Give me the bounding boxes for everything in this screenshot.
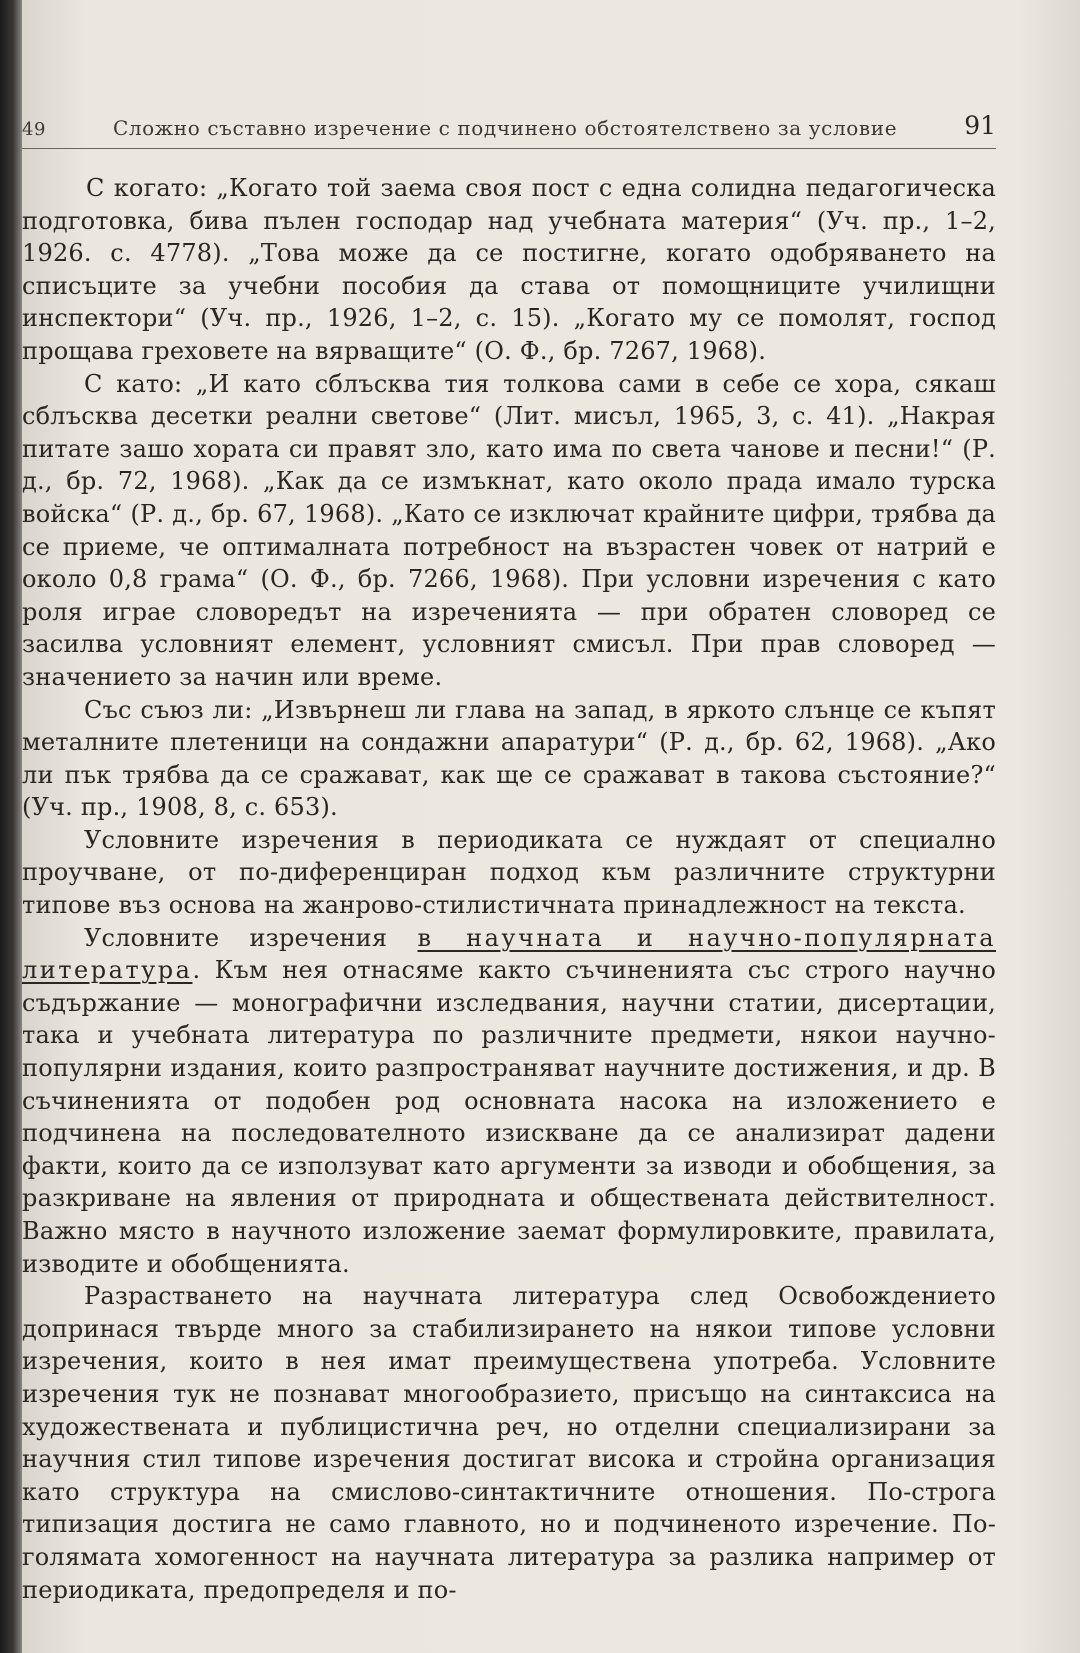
page-body xyxy=(22,172,996,1606)
paragraph-lead: Условните изречения xyxy=(84,923,418,952)
paragraph-nauchna-literatura xyxy=(22,922,996,1281)
running-title: Сложно съставно изречение с подчинено обстоятелствено за условие xyxy=(112,116,898,140)
page-number: 91 xyxy=(964,111,996,140)
paragraph-li: Със съюз ли: „Извърнеш ли глава на запад, в яркото слънце се къпят металните плетеници на сондажни апаратури“ (Р. д., бр. 62, 1968). „Ако ли пък трябва да се сражават, как ще се сражават в такова състояние?“ (Уч. пр., 1908, 8, с. 653). xyxy=(22,695,996,822)
paragraph-kato: С като: „И като сблъсква тия толкова сами в себе се хора, сякаш сблъсква десетки реални светове“ (Лит. мисъл, 1965, 3, с. 41). „Накрая питате зашо хората си правят зло, като има по света чанове и песни!“ (Р. д., бр. 72, 1968). „Как да се измъкнат, като около прада имало турска войска“ (Р. д., бр. 67, 1968). „Като се изключат крайните цифри, трябва да се приеме, че оптималната потребност на възрастен човек от натрий е около 0,8 грама“ (О. Ф., бр. 7266, 1968). При условни изречения с като роля играе словоредът на изреченията — при обратен словоред се засилва условният елемент, условният смисъл. При прав словоред — значението за начин или време. xyxy=(22,369,996,691)
paragraph-razrastvane: Разрастването на научната литература след Освобождението допринася твърде много за стабилизирането на някои типове условни изречения, които в нея имат преимуществена употреба. Условните изречения тук не познават многообразието, присъщо на синтаксиса на художествената и публицистична реч, но отделни специализирани за научния стил типове изречения достигат висока и стройна организация като структура на смислово-синтактичните отношения. По-строга типизация достига не само главното, но и подчиненото изречение. По-голямата хомогенност на научната литература за разлика например от периодиката, предопределя и по- xyxy=(22,1282,996,1604)
running-header xyxy=(22,100,996,149)
book-page xyxy=(22,0,1080,1653)
paragraph-rest: . Към нея отнасяме както съчиненията със строго научно съдържание — монографични изследвания, научни статии, дисертации, така и учебната литература по различните предмети, някои научно-популярни издания, които разпространяват научните достижения, и др. В съчиненията от подобен род основната насока на изложението е подчинена на последователното изискване да се анализират дадени факти, които да се използуват като аргументи за изводи и обобщения, за разкриване на явления от природната и обществената действителност. Важно място в научното изложение заемат формулировките, правилата, изводите и обобщенията. xyxy=(22,956,996,1278)
paragraph-kogato: С когато: „Когато той заема своя пост с една солидна педагогическа подготовка, бива пълен господар над учебната материя“ (Уч. пр., 1–2, 1926. с. 4778). „Това може да се постигне, когато одобряването на списъците за учебни пособия да става от помощниците училищни инспектори“ (Уч. пр., 1926, 1–2, с. 15). „Когато му се помолят, господ прощава греховете на вярващите“ (О. Ф., бр. 7267, 1968). xyxy=(22,174,996,365)
paragraph-periodika: Условните изречения в периодиката се нуждаят от специално проучване, от по-диференциран подход към различните структурни типове въз основа на жанрово-стилистичната принадлежност на текста. xyxy=(22,825,996,920)
book-spine-shadow xyxy=(0,0,22,1653)
section-number: 49 xyxy=(22,119,46,140)
underlined-heading: в научната и научно-популярната литература xyxy=(22,923,996,985)
